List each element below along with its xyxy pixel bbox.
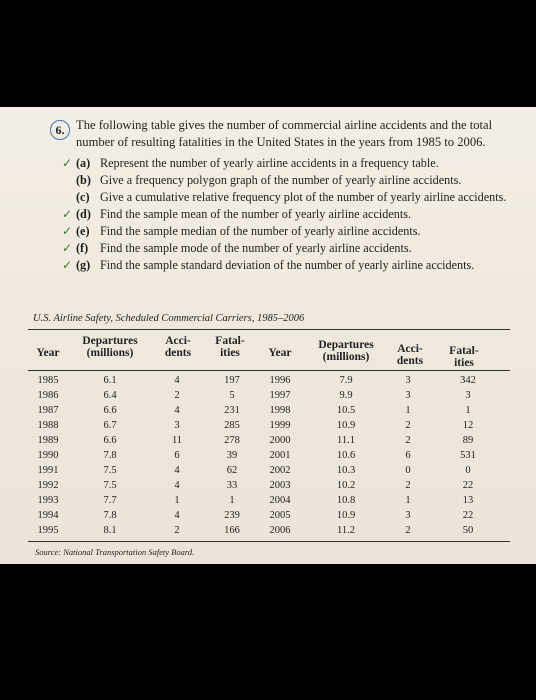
table-bottom-rule — [28, 541, 510, 542]
left-year-cell: 1985 — [37, 375, 59, 386]
right-year-cell: 1998 — [269, 405, 291, 416]
question-part — [62, 172, 522, 189]
part-text: Find the sample median of the number of yearly airline accidents. — [100, 224, 421, 238]
right-departures-cell: 10.9 — [336, 510, 356, 521]
question-part — [62, 223, 522, 240]
left-fatalities-cell: 62 — [226, 465, 238, 476]
check-mark-icon: ✓ — [62, 224, 73, 238]
right-departures-cell: 10.6 — [336, 450, 356, 461]
right-departures-cell: 10.3 — [336, 465, 356, 476]
right-year-cell: 2002 — [269, 465, 291, 476]
col-header-accidents-2: Acci- dents — [396, 343, 424, 367]
col-header-accidents: Acci- dents — [164, 335, 192, 359]
right-fatalities-cell: 22 — [462, 480, 474, 491]
table-top-rule — [28, 329, 510, 330]
left-accidents-cell: 4 — [174, 375, 180, 386]
right-accidents-cell: 0 — [405, 465, 411, 476]
col-header-year: Year — [36, 347, 60, 359]
right-fatalities-cell: 12 — [462, 420, 474, 431]
check-mark-icon: ✓ — [62, 258, 73, 272]
right-accidents-cell: 3 — [405, 510, 411, 521]
right-fatalities-cell: 22 — [462, 510, 474, 521]
left-departures-cell: 6.7 — [103, 420, 117, 431]
left-fatalities-cell: 231 — [224, 405, 240, 416]
left-fatalities-cell: 39 — [226, 450, 238, 461]
left-departures-cell: 7.8 — [103, 450, 117, 461]
part-text: Find the sample mode of the number of yearly airline accidents. — [100, 241, 412, 255]
right-year-cell: 1999 — [269, 420, 291, 431]
right-departures-cell: 9.9 — [339, 390, 353, 401]
question-text: The following table gives the number of commercial airline accidents and the total number of resulting fatalities in the United States in the years from 1985 to 2006. — [76, 118, 493, 149]
left-accidents-cell: 4 — [174, 480, 180, 491]
part-label: (c) — [76, 190, 90, 204]
right-departures-cell: 10.9 — [336, 420, 356, 431]
table-caption: U.S. Airline Safety, Scheduled Commercial Carriers, 1985–2006 — [33, 313, 305, 324]
right-departures-cell: 7.9 — [339, 375, 353, 386]
left-year-cell: 1995 — [37, 525, 59, 536]
part-text: Give a cumulative relative frequency plot of the number of yearly airline accidents. — [100, 190, 507, 204]
left-departures-cell: 6.1 — [103, 375, 117, 386]
left-fatalities-cell: 1 — [229, 495, 235, 506]
right-accidents-cell: 3 — [405, 375, 411, 386]
left-accidents-cell: 11 — [171, 435, 183, 446]
left-year-cell: 1991 — [37, 465, 59, 476]
left-accidents-cell: 3 — [174, 420, 180, 431]
part-text: Represent the number of yearly airline accidents in a frequency table. — [100, 156, 439, 170]
right-year-cell: 2006 — [269, 525, 291, 536]
right-year-cell: 2001 — [269, 450, 291, 461]
left-fatalities-cell: 5 — [229, 390, 235, 401]
col-header-fatalities: Fatal- ities — [215, 335, 245, 359]
question-parts — [62, 155, 522, 274]
part-text: Give a frequency polygon graph of the number of yearly airline accidents. — [100, 173, 462, 187]
right-fatalities-cell: 50 — [462, 525, 474, 536]
col-header-fatalities-2: Fatal- ities — [449, 345, 479, 369]
left-year-cell: 1990 — [37, 450, 59, 461]
question-part — [62, 189, 522, 206]
question-number: 6. — [50, 120, 70, 140]
right-fatalities-cell: 13 — [462, 495, 474, 506]
right-year-cell: 1997 — [269, 390, 291, 401]
col-header-departures-2: Departures (millions) — [318, 339, 374, 363]
right-fatalities-cell: 531 — [460, 450, 476, 461]
part-label: (g) — [76, 258, 91, 272]
right-departures-cell: 10.8 — [336, 495, 356, 506]
part-text: Find the sample standard deviation of the number of yearly airline accidents. — [100, 258, 475, 272]
right-year-cell: 1996 — [269, 375, 291, 386]
right-year-cell: 2003 — [269, 480, 291, 491]
left-accidents-cell: 2 — [174, 390, 180, 401]
right-accidents-cell: 2 — [405, 420, 411, 431]
left-accidents-cell: 4 — [174, 510, 180, 521]
left-year-cell: 1988 — [37, 420, 59, 431]
left-accidents-cell: 1 — [174, 495, 180, 506]
left-accidents-cell: 4 — [174, 405, 180, 416]
right-departures-cell: 11.2 — [337, 525, 355, 536]
right-fatalities-cell: 89 — [462, 435, 474, 446]
check-mark-icon: ✓ — [62, 241, 73, 255]
left-fatalities-cell: 278 — [224, 435, 240, 446]
left-departures-cell: 8.1 — [103, 525, 117, 536]
question-part — [62, 257, 522, 274]
left-departures-cell: 7.8 — [103, 510, 117, 521]
right-year-cell: 2000 — [269, 435, 291, 446]
header-rule — [28, 370, 510, 371]
question-part — [62, 206, 522, 223]
left-fatalities-cell: 239 — [224, 510, 240, 521]
right-year-cell: 2005 — [269, 510, 291, 521]
right-departures-cell: 10.2 — [336, 480, 356, 491]
left-departures-cell: 6.4 — [103, 390, 117, 401]
part-label: (f) — [76, 241, 89, 255]
right-accidents-cell: 2 — [405, 525, 411, 536]
col-header-departures: Departures (millions) — [82, 335, 138, 359]
check-mark-icon: ✓ — [62, 156, 73, 170]
right-departures-cell: 11.1 — [337, 435, 355, 446]
part-text: Find the sample mean of the number of yearly airline accidents. — [100, 207, 412, 221]
textbook-page — [0, 107, 536, 564]
left-year-cell: 1986 — [37, 390, 59, 401]
left-year-cell: 1993 — [37, 495, 59, 506]
right-accidents-cell: 3 — [405, 390, 411, 401]
part-label: (a) — [76, 156, 91, 170]
right-accidents-cell: 2 — [405, 435, 411, 446]
left-fatalities-cell: 33 — [226, 480, 238, 491]
table-source: Source: National Transportation Safety Board. — [35, 547, 195, 557]
question-part — [62, 240, 522, 257]
left-fatalities-cell: 197 — [224, 375, 240, 386]
left-year-cell: 1994 — [37, 510, 59, 521]
part-label: (e) — [76, 224, 90, 238]
left-fatalities-cell: 166 — [224, 525, 240, 536]
left-fatalities-cell: 285 — [224, 420, 240, 431]
col-header-year-2: Year — [268, 347, 292, 359]
right-fatalities-cell: 1 — [465, 405, 471, 416]
right-accidents-cell: 1 — [405, 405, 411, 416]
left-departures-cell: 6.6 — [103, 435, 117, 446]
check-mark-icon: ✓ — [62, 207, 73, 221]
left-year-cell: 1992 — [37, 480, 59, 491]
left-departures-cell: 7.5 — [103, 480, 117, 491]
left-accidents-cell: 6 — [174, 450, 180, 461]
left-year-cell: 1989 — [37, 435, 59, 446]
part-label: (d) — [76, 207, 91, 221]
right-accidents-cell: 2 — [405, 480, 411, 491]
right-year-cell: 2004 — [269, 495, 291, 506]
right-accidents-cell: 6 — [405, 450, 411, 461]
right-fatalities-cell: 3 — [465, 390, 471, 401]
left-departures-cell: 6.6 — [103, 405, 117, 416]
left-departures-cell: 7.7 — [103, 495, 117, 506]
question-part — [62, 155, 522, 172]
right-departures-cell: 10.5 — [336, 405, 356, 416]
part-label: (b) — [76, 173, 91, 187]
right-accidents-cell: 1 — [405, 495, 411, 506]
right-fatalities-cell: 342 — [460, 375, 476, 386]
left-year-cell: 1987 — [37, 405, 59, 416]
right-fatalities-cell: 0 — [465, 465, 471, 476]
left-accidents-cell: 2 — [174, 525, 180, 536]
left-departures-cell: 7.5 — [103, 465, 117, 476]
left-accidents-cell: 4 — [174, 465, 180, 476]
